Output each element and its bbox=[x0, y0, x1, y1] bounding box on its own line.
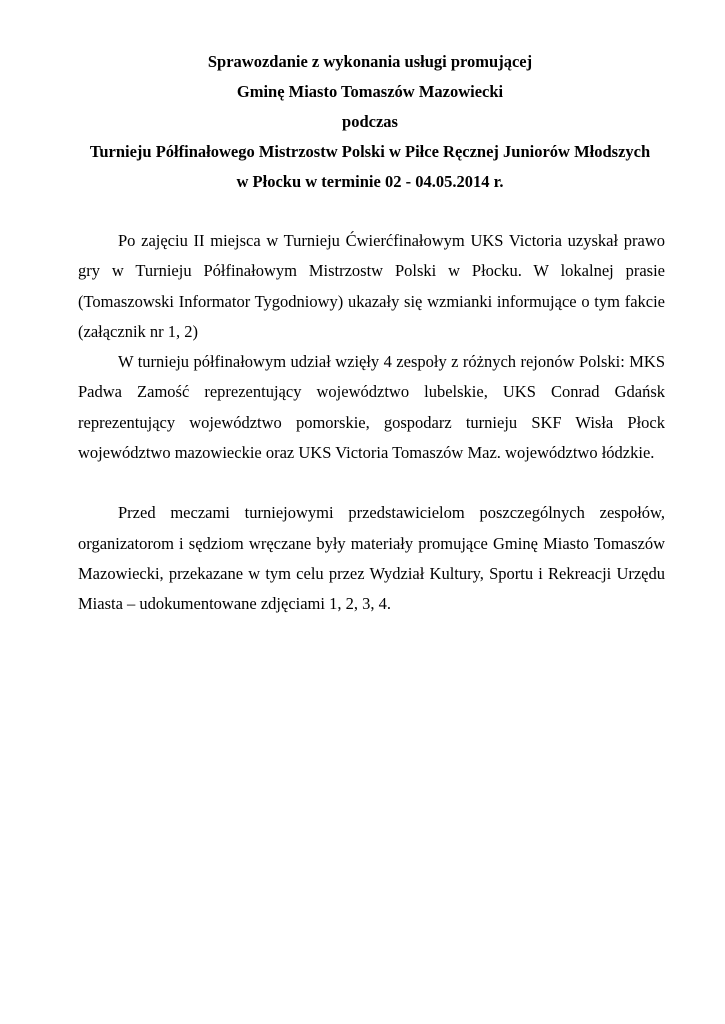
paragraph-1: Po zajęciu II miejsca w Turnieju Ćwierćfinałowym UKS Victoria uzyskał prawo gry w Turnieju Półfinałowym Mistrzostw Polski w Płocku. W lokalnej prasie (Tomaszowski Informator Tygodniowy) ukazały się wzmianki informujące o tym fakcie (załącznik nr 1, 2) bbox=[78, 231, 665, 341]
heading-line-2: Gminę Miasto Tomaszów Mazowiecki bbox=[236, 82, 504, 101]
paragraph-3: Przed meczami turniejowymi przedstawicielom poszczególnych zespołów, organizatorom i sędziom wręczane były materiały promujące Gminę Miasto Tomaszów Mazowiecki, przekazane w tym celu przez Wydział Kultury, Sportu i Rekreacji Urzędu Miasta – udokumentowane zdjęciami 1, 2, 3, 4. bbox=[78, 503, 665, 614]
heading-line-4: Turnieju Półfinałowego Mistrzostw Polski w Piłce Ręcznej Juniorów Młodszych bbox=[89, 142, 651, 161]
heading-line-3: podczas bbox=[342, 112, 398, 131]
heading-line-5: w Płocku w terminie 02 - 04.05.2014 r. bbox=[236, 172, 504, 191]
document-body bbox=[78, 226, 665, 620]
document-heading bbox=[60, 47, 680, 197]
paragraph-2: W turnieju półfinałowym udział wzięły 4 zespoły z różnych rejonów Polski: MKS Padwa Zamość reprezentujący województwo lubelskie, UKS Conrad Gdańsk reprezentujący województwo pomorskie, gospodarz turnieju SKF Wisła Płock województwo mazowieckie oraz UKS Victoria Tomaszów Maz. województwo łódzkie. bbox=[78, 352, 665, 463]
heading-line-1: Sprawozdanie z wykonania usługi promującej bbox=[207, 52, 533, 71]
